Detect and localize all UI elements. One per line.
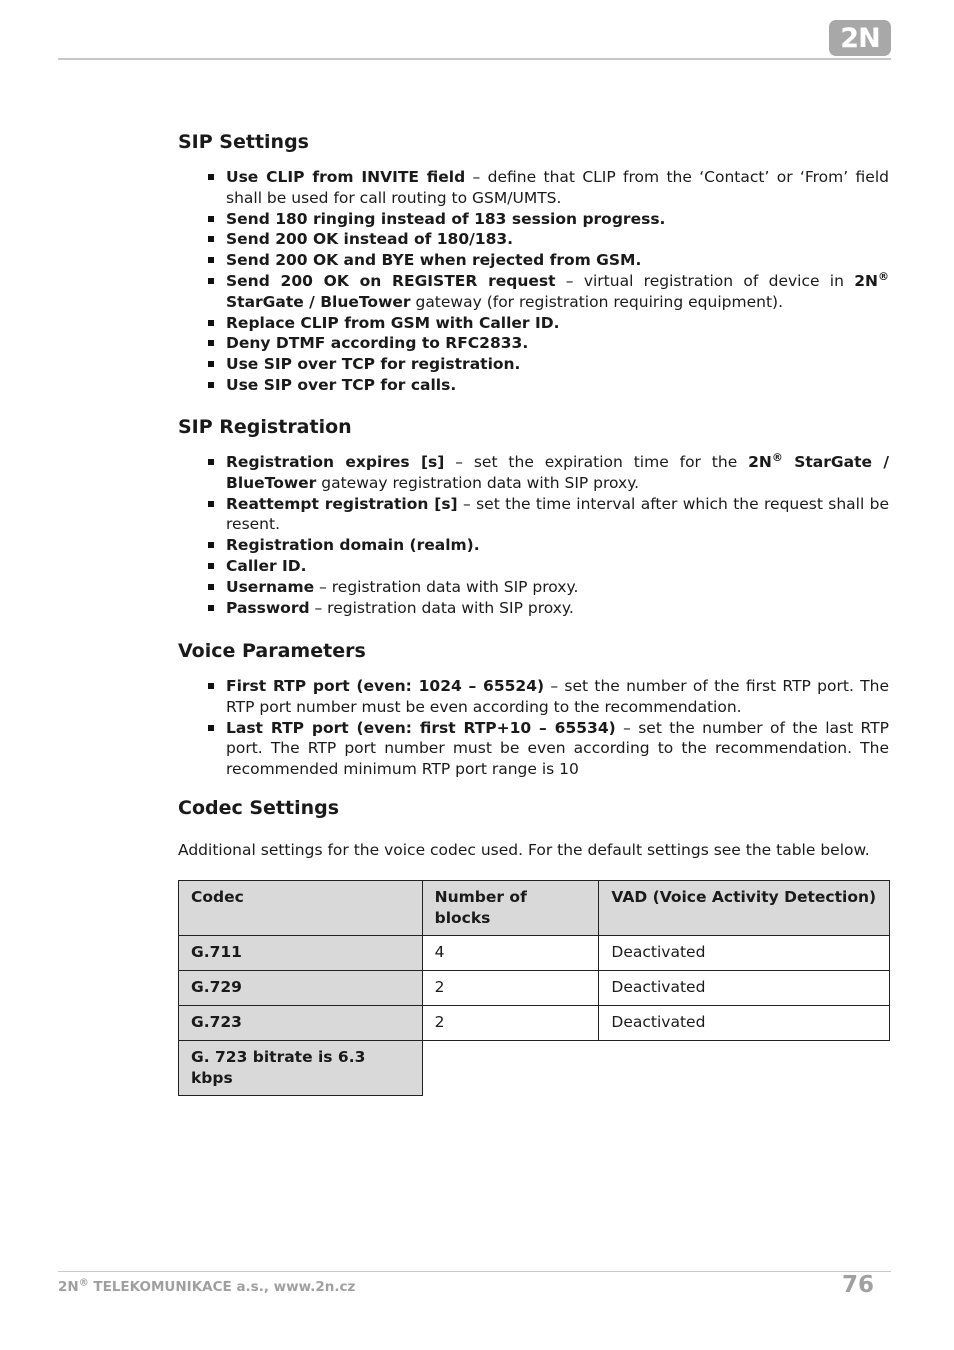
list-item: Use SIP over TCP for calls. — [226, 375, 889, 396]
list-item: Replace CLIP from GSM with Caller ID. — [226, 313, 889, 334]
section-heading: SIP Registration — [178, 416, 352, 438]
section-sip-settings — [178, 130, 889, 415]
table-cell: G.723 — [179, 1005, 423, 1040]
table-row — [179, 936, 890, 971]
list-item: Registration expires [s] – set the expiration time for the 2N® StarGate / BlueTower gateway registration data with SIP proxy. — [226, 450, 889, 492]
section-heading: SIP Settings — [178, 131, 309, 153]
list-item: Send 180 ringing instead of 183 session progress. — [226, 209, 889, 230]
table-cell: 2 — [422, 1005, 599, 1040]
table-header-cell: VAD (Voice Activity Detection) — [599, 880, 890, 936]
table-row — [179, 971, 890, 1006]
bullet-list — [178, 676, 889, 780]
list-item: Username – registration data with SIP proxy. — [226, 577, 889, 598]
section-heading: Voice Parameters — [178, 640, 366, 662]
list-item: Caller ID. — [226, 556, 889, 577]
table-cell: G.729 — [179, 971, 423, 1006]
page-number: 76 — [841, 1272, 874, 1298]
list-item: Registration domain (realm). — [226, 535, 889, 556]
table-cell: Deactivated — [599, 936, 890, 971]
list-item: Deny DTMF according to RFC2833. — [226, 333, 889, 354]
page-content — [178, 130, 889, 1096]
list-item: Reattempt registration [s] – set the time interval after which the request shall be resent. — [226, 494, 890, 534]
company-logo: 2N — [829, 20, 891, 56]
table-note-row — [179, 1040, 890, 1096]
table-row — [179, 1005, 890, 1040]
bullet-list — [178, 167, 889, 396]
table-cell: 2 — [422, 971, 599, 1006]
codec-intro: Additional settings for the voice codec used. For the default settings see the table below. — [178, 841, 870, 859]
table-header-cell: Codec — [179, 880, 423, 936]
list-item: Send 200 OK and BYE when rejected from GSM. — [226, 250, 889, 271]
footer-divider — [58, 1271, 891, 1272]
section-heading: Codec Settings — [178, 797, 340, 819]
table-cell: Deactivated — [599, 1005, 890, 1040]
table-header-row — [179, 880, 890, 936]
table-empty-cell — [422, 1040, 889, 1096]
list-item: Last RTP port (even: first RTP+10 – 65534) – set the number of the last RTP port. The RTP port number must be even according to the recommendation. The recommended minimum RTP port range is 10 — [226, 718, 889, 779]
section-codec-settings — [178, 796, 889, 1096]
section-voice-parameters — [178, 639, 889, 796]
list-item: Send 200 OK instead of 180/183. — [226, 229, 889, 250]
table-header-cell: Number of blocks — [422, 880, 599, 936]
footer-company: 2N® TELEKOMUNIKACE a.s., www.2n.cz — [58, 1277, 356, 1295]
list-item: First RTP port (even: 1024 – 65524) – set the number of the first RTP port. The RTP port number must be even according to the recommendation. — [226, 677, 889, 716]
section-sip-registration — [178, 415, 889, 639]
list-item: Use SIP over TCP for registration. — [226, 354, 889, 375]
codec-table — [178, 880, 890, 1097]
list-item: Use CLIP from INVITE field – define that CLIP from the ‘Contact’ or ‘From’ field shall be used for call routing to GSM/UMTS. — [226, 168, 889, 207]
header-divider — [58, 58, 891, 60]
table-cell: 4 — [422, 936, 599, 971]
list-item: Password – registration data with SIP proxy. — [226, 598, 889, 619]
table-note-cell: G. 723 bitrate is 6.3 kbps — [179, 1040, 423, 1096]
table-cell: Deactivated — [599, 971, 890, 1006]
table-cell: G.711 — [179, 936, 423, 971]
bullet-list — [178, 452, 889, 618]
list-item: Send 200 OK on REGISTER request – virtual registration of device in 2N® StarGate / BlueTower gateway (for registration requiring equipment). — [226, 269, 889, 311]
